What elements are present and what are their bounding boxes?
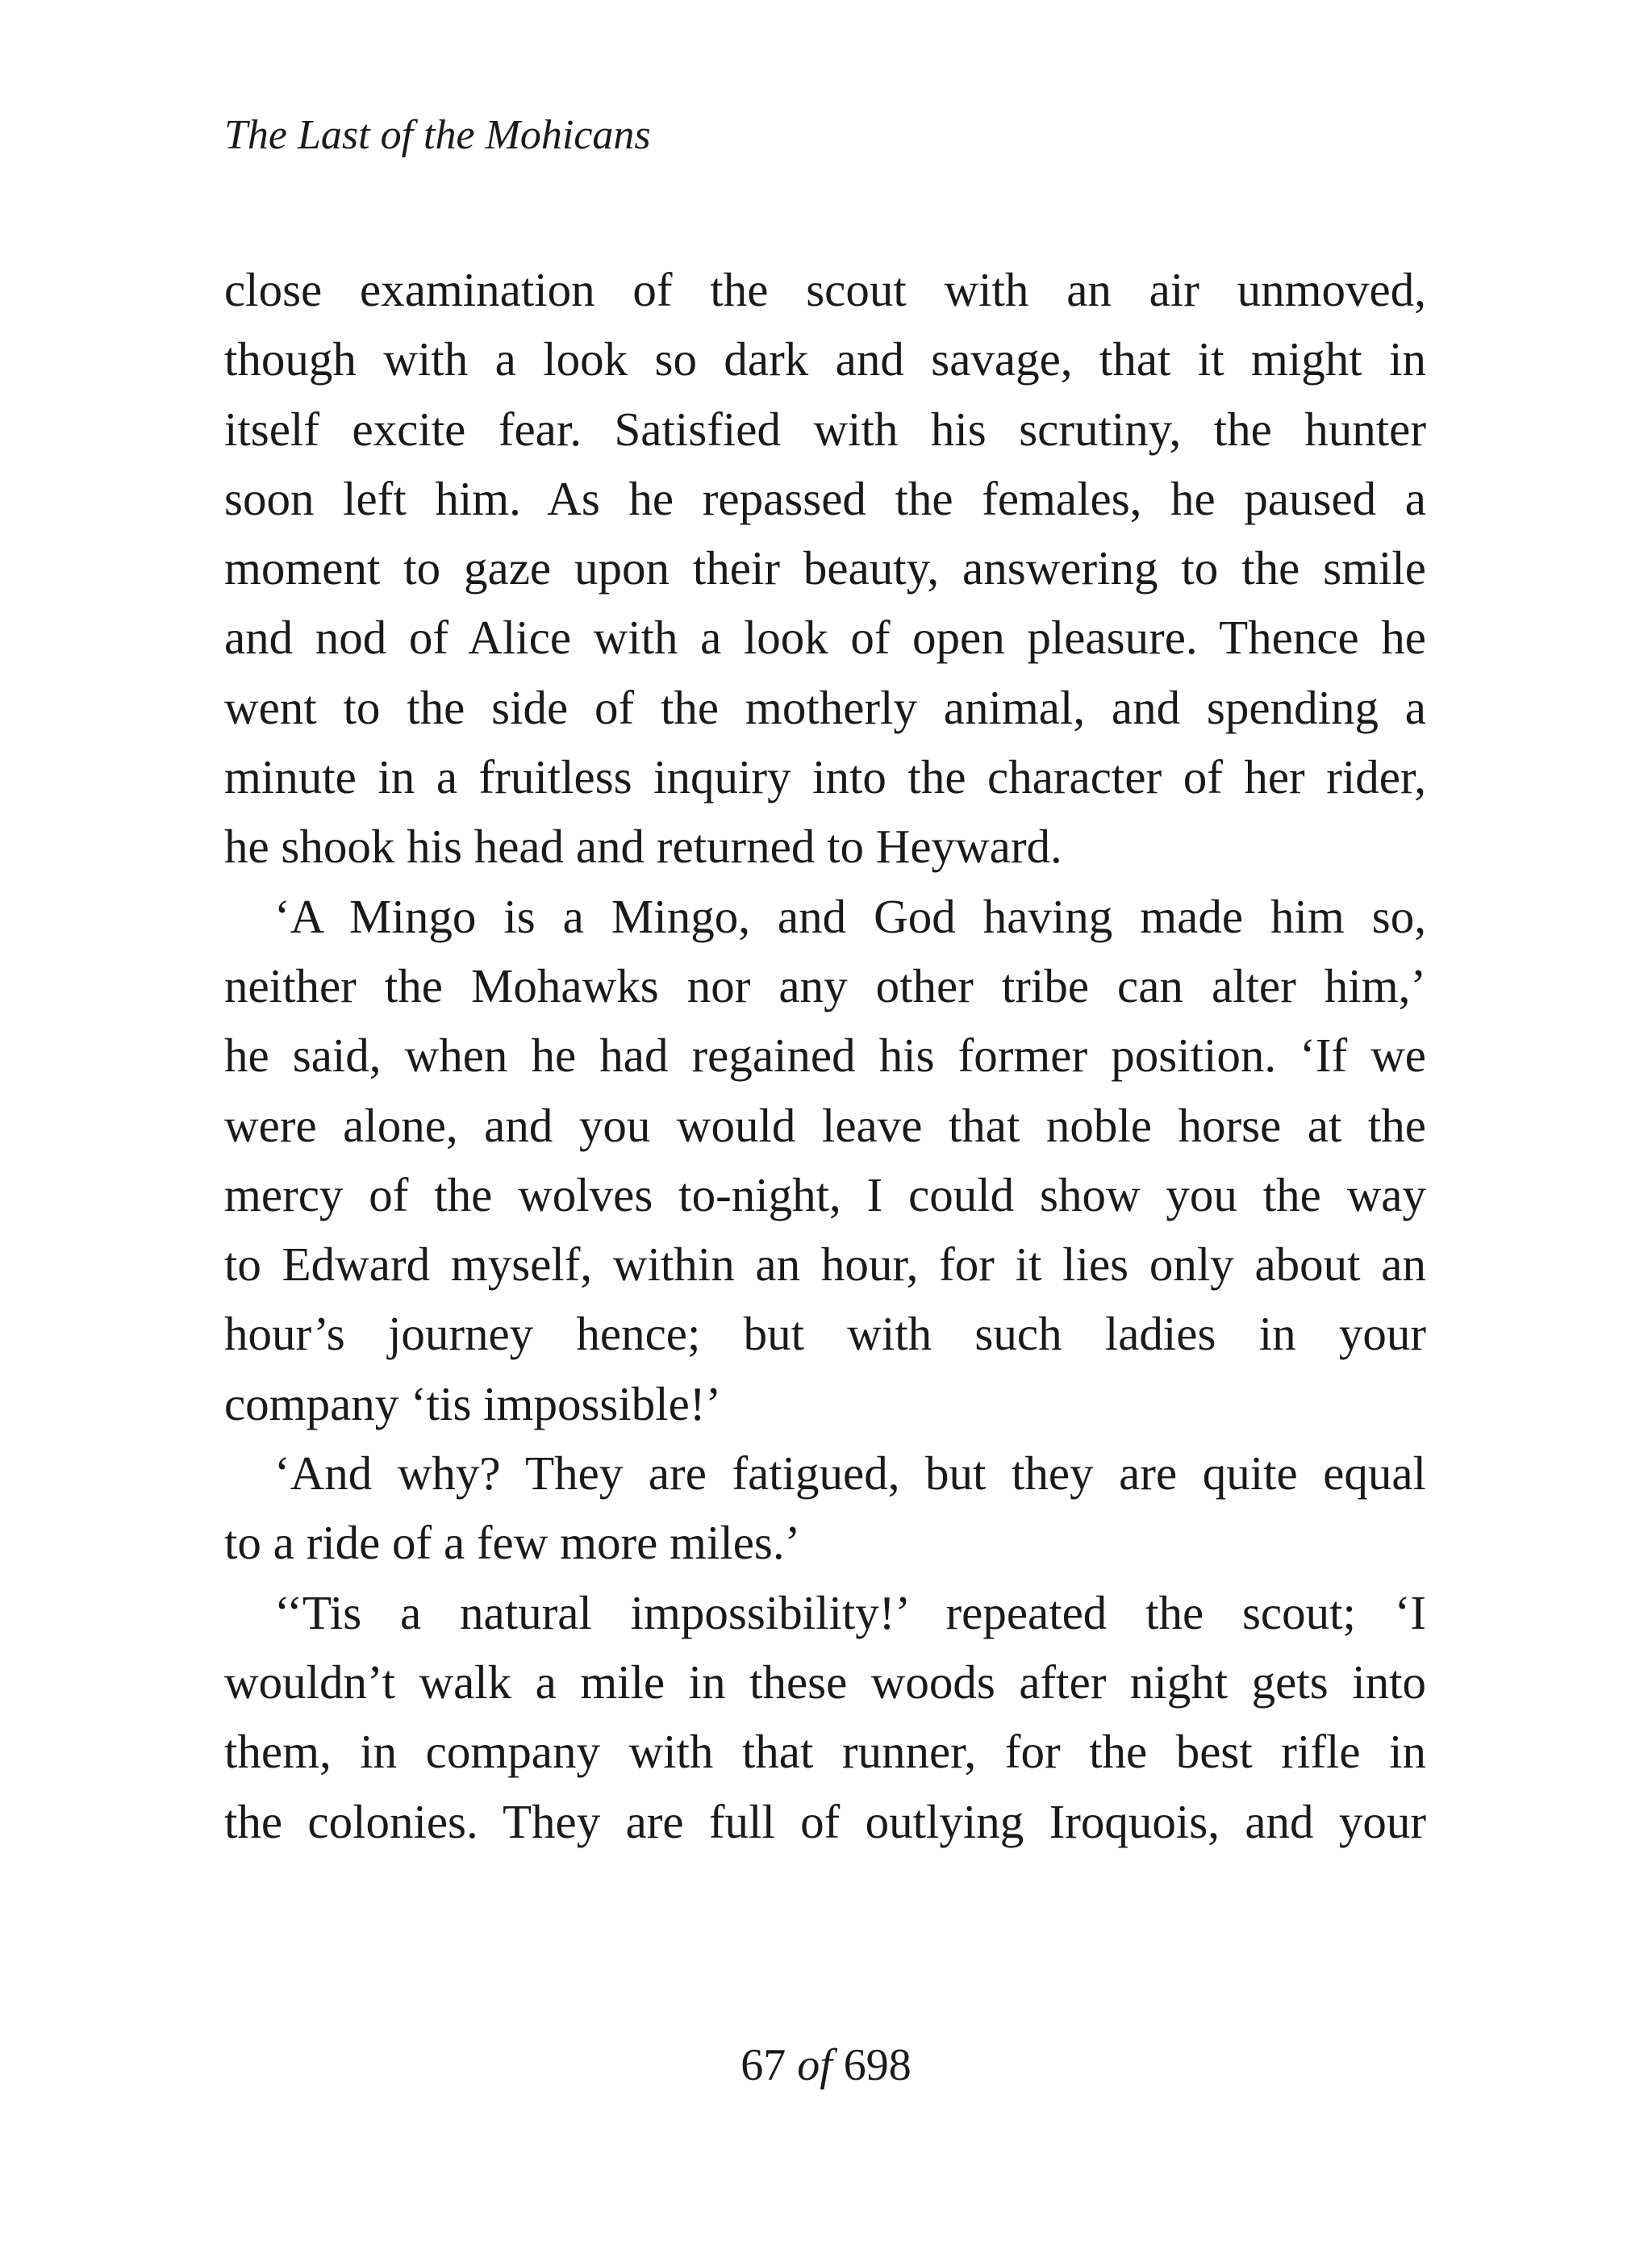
- text-line: itself excite fear. Satisfied with his scrutiny, the hunter: [224, 402, 1426, 456]
- text-line: hour’s journey hence; but with such ladies in your: [224, 1307, 1426, 1361]
- text-line: neither the Mohawks nor any other tribe can alter him,’: [224, 958, 1426, 1012]
- text-line: ‘And why? They are fatigued, but they are quite equal: [274, 1446, 1426, 1501]
- text-line: were alone, and you would leave that noble horse at the: [224, 1098, 1426, 1152]
- text-line: to Edward myself, within an hour, for it lies only about an: [224, 1238, 1426, 1292]
- text-line: mercy of the wolves to-night, I could show you the way: [224, 1167, 1426, 1221]
- body-text: [224, 255, 1426, 1856]
- current-page-number: 67: [740, 2040, 786, 2090]
- text-line: ‘‘Tis a natural impossibility!’ repeated the scout; ‘I: [274, 1585, 1426, 1639]
- text-line: moment to gaze upon their beauty, answering to the smile: [224, 541, 1426, 595]
- text-line: wouldn’t walk a mile in these woods after night gets into: [224, 1655, 1426, 1709]
- text-line: he said, when he had regained his former position. ‘If we: [224, 1029, 1426, 1083]
- text-line: close examination of the scout with an air unmoved,: [224, 263, 1426, 316]
- text-line: minute in a fruitless inquiry into the character of her rider,: [224, 750, 1426, 804]
- text-line: soon left him. As he repassed the females, he paused a: [224, 471, 1426, 525]
- total-pages-number: 698: [843, 2040, 912, 2090]
- page-number: [0, 2033, 1652, 2097]
- text-line: the colonies. They are full of outlying Iroquois, and your: [224, 1794, 1426, 1848]
- page-of-label: of: [797, 2040, 832, 2090]
- running-head-title: The Last of the Mohicans: [224, 112, 651, 158]
- text-line: ‘A Mingo is a Mingo, and God having made him so,: [274, 889, 1426, 943]
- text-line: though with a look so dark and savage, that it might in: [224, 332, 1426, 386]
- text-line: went to the side of the motherly animal, and spending a: [224, 680, 1426, 734]
- text-line: them, in company with that runner, for the best rifle in: [224, 1725, 1426, 1779]
- text-line: and nod of Alice with a look of open pleasure. Thence he: [224, 611, 1426, 665]
- text-line: company ‘tis impossible!’: [224, 1376, 722, 1430]
- text-line: to a ride of a few more miles.’: [224, 1516, 801, 1570]
- text-line: he shook his head and returned to Heyward.: [224, 820, 1062, 874]
